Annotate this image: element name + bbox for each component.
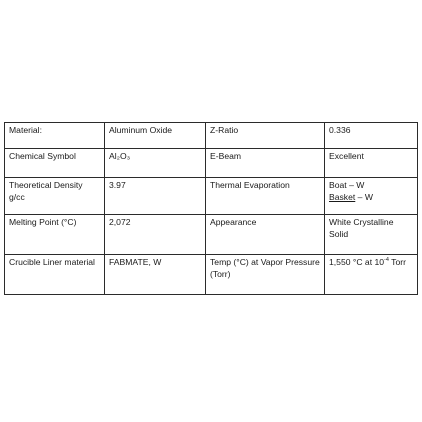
table-cell [105, 215, 206, 255]
cell-text: Crucible Liner material [9, 257, 95, 267]
cell-text: Temp (°C) at Vapor Pressure (Torr) [210, 257, 320, 279]
basket-source-line [329, 191, 413, 203]
table-row [5, 178, 418, 215]
vapor-exponent: -4 [384, 257, 389, 264]
cell-text: Melting Point (°C) [9, 217, 77, 227]
material-properties-table [4, 122, 418, 295]
table-cell [206, 149, 325, 178]
vapor-temp-text: 1,550 °C at 10 [329, 257, 385, 267]
table-cell [206, 255, 325, 295]
table-row [5, 149, 418, 178]
cell-text: Excellent [329, 151, 364, 161]
table-cell [325, 255, 418, 295]
basket-material: – W [355, 192, 373, 202]
cell-text: Aluminum Oxide [109, 125, 173, 135]
cell-text: 2,072 [109, 217, 131, 227]
cell-text: Thermal Evaporation [210, 180, 290, 190]
table-cell [206, 178, 325, 215]
table-cell [5, 215, 105, 255]
table-cell [105, 255, 206, 295]
cell-text: 0.336 [329, 125, 351, 135]
cell-text: FABMATE, W [109, 257, 162, 267]
table-cell [206, 215, 325, 255]
table-cell [325, 178, 418, 215]
table-cell [325, 215, 418, 255]
table-row [5, 255, 418, 295]
cell-text: White Crystalline Solid [329, 217, 394, 239]
cell-text: Al₂O₃ [109, 151, 131, 161]
vapor-unit: Torr [388, 257, 406, 267]
cell-text: Material: [9, 125, 42, 135]
table-cell [325, 149, 418, 178]
cell-text: Chemical Symbol [9, 151, 76, 161]
table-cell [5, 255, 105, 295]
cell-text: 3.97 [109, 180, 126, 190]
table-row [5, 123, 418, 149]
table-cell [206, 123, 325, 149]
table-cell [105, 123, 206, 149]
cell-text: Theoretical Density g/cc [9, 180, 83, 202]
table-cell [325, 123, 418, 149]
cell-text: E-Beam [210, 151, 242, 161]
cell-text: Z-Ratio [210, 125, 239, 135]
cell-text: Appearance [210, 217, 257, 227]
boat-source-text: Boat – W [329, 180, 365, 190]
basket-word: Basket [329, 192, 356, 202]
table-cell [5, 178, 105, 215]
table-cell [105, 149, 206, 178]
table-row [5, 215, 418, 255]
table-cell [5, 149, 105, 178]
table-cell [105, 178, 206, 215]
table-cell [5, 123, 105, 149]
